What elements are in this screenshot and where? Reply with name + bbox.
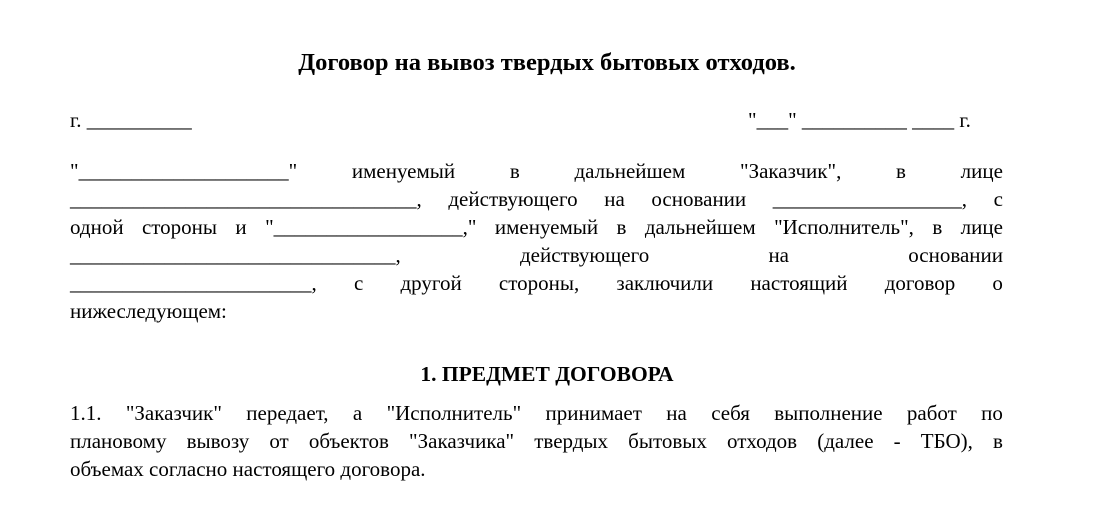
word: одной [70,215,124,239]
word: договор [884,271,956,295]
word: по [981,401,1003,425]
word: действующего [448,187,578,211]
word: _________________________________, [70,187,422,211]
preamble-line-6: нижеследующем: [70,299,227,323]
word: бытовых [628,429,707,453]
word: лице [960,159,1003,183]
word: в [509,159,520,183]
word: на [604,187,625,211]
preamble-line-2 [70,185,1003,213]
word: работ [906,401,957,425]
word: другой [400,271,462,295]
word: - [893,429,901,453]
word: _______________________________, [70,243,401,267]
word: на [666,401,687,425]
word: себя [711,401,750,425]
word: дальнейшем [644,215,756,239]
word: стороны, [498,271,580,295]
preamble-line-3 [70,213,1003,241]
word: 1.1. [70,401,102,425]
word: ТБО), [920,429,973,453]
word: стороны [141,215,218,239]
preamble-line-1 [70,157,1003,185]
word: именуемый [494,215,599,239]
preamble-line-4 [70,241,1003,269]
word: отходов [727,429,798,453]
word: плановому [70,429,167,453]
word: "Заказчик" [125,401,222,425]
word: передает, [246,401,329,425]
word: в [616,215,627,239]
word: заключили [616,271,714,295]
word: объектов [308,429,389,453]
word: вывозу [186,429,250,453]
word: принимает [545,401,642,425]
word: о [992,271,1003,295]
word: с [993,187,1003,211]
word: твердых [534,429,609,453]
word: в [993,429,1003,453]
word: настоящий [750,271,848,295]
preamble-line-5 [70,269,1003,297]
document-title: Договор на вывоз твердых бытовых отходов. [298,49,796,76]
word: лице [960,215,1003,239]
word: выполнение [774,401,883,425]
word: на [768,243,789,267]
word: а [352,401,363,425]
word: "Исполнитель", [774,215,914,239]
word: "____________________" [70,159,298,183]
city-field: г. __________ [70,108,192,132]
section-heading: 1. ПРЕДМЕТ ДОГОВОРА [420,362,674,386]
clause-1-1-line-3: объемах согласно настоящего договора. [70,457,426,481]
word: "Заказчик", [740,159,842,183]
word: основании [908,243,1003,267]
word: "__________________," [265,215,477,239]
word: (далее [817,429,874,453]
word: __________________, [772,187,968,211]
word: "Заказчика" [409,429,515,453]
clause-1-1-line-2 [70,427,1003,455]
word: в [896,159,906,183]
word: "Исполнитель" [386,401,522,425]
date-field: "___" __________ ____ г. [748,108,971,132]
word: от [269,429,289,453]
word: _______________________, [70,271,317,295]
clause-1-1-line-1 [70,399,1003,427]
word: и [235,215,247,239]
word: дальнейшем [574,159,686,183]
word: именуемый [351,159,456,183]
word: в [932,215,943,239]
word: с [353,271,364,295]
word: действующего [519,243,650,267]
word: основании [651,187,747,211]
